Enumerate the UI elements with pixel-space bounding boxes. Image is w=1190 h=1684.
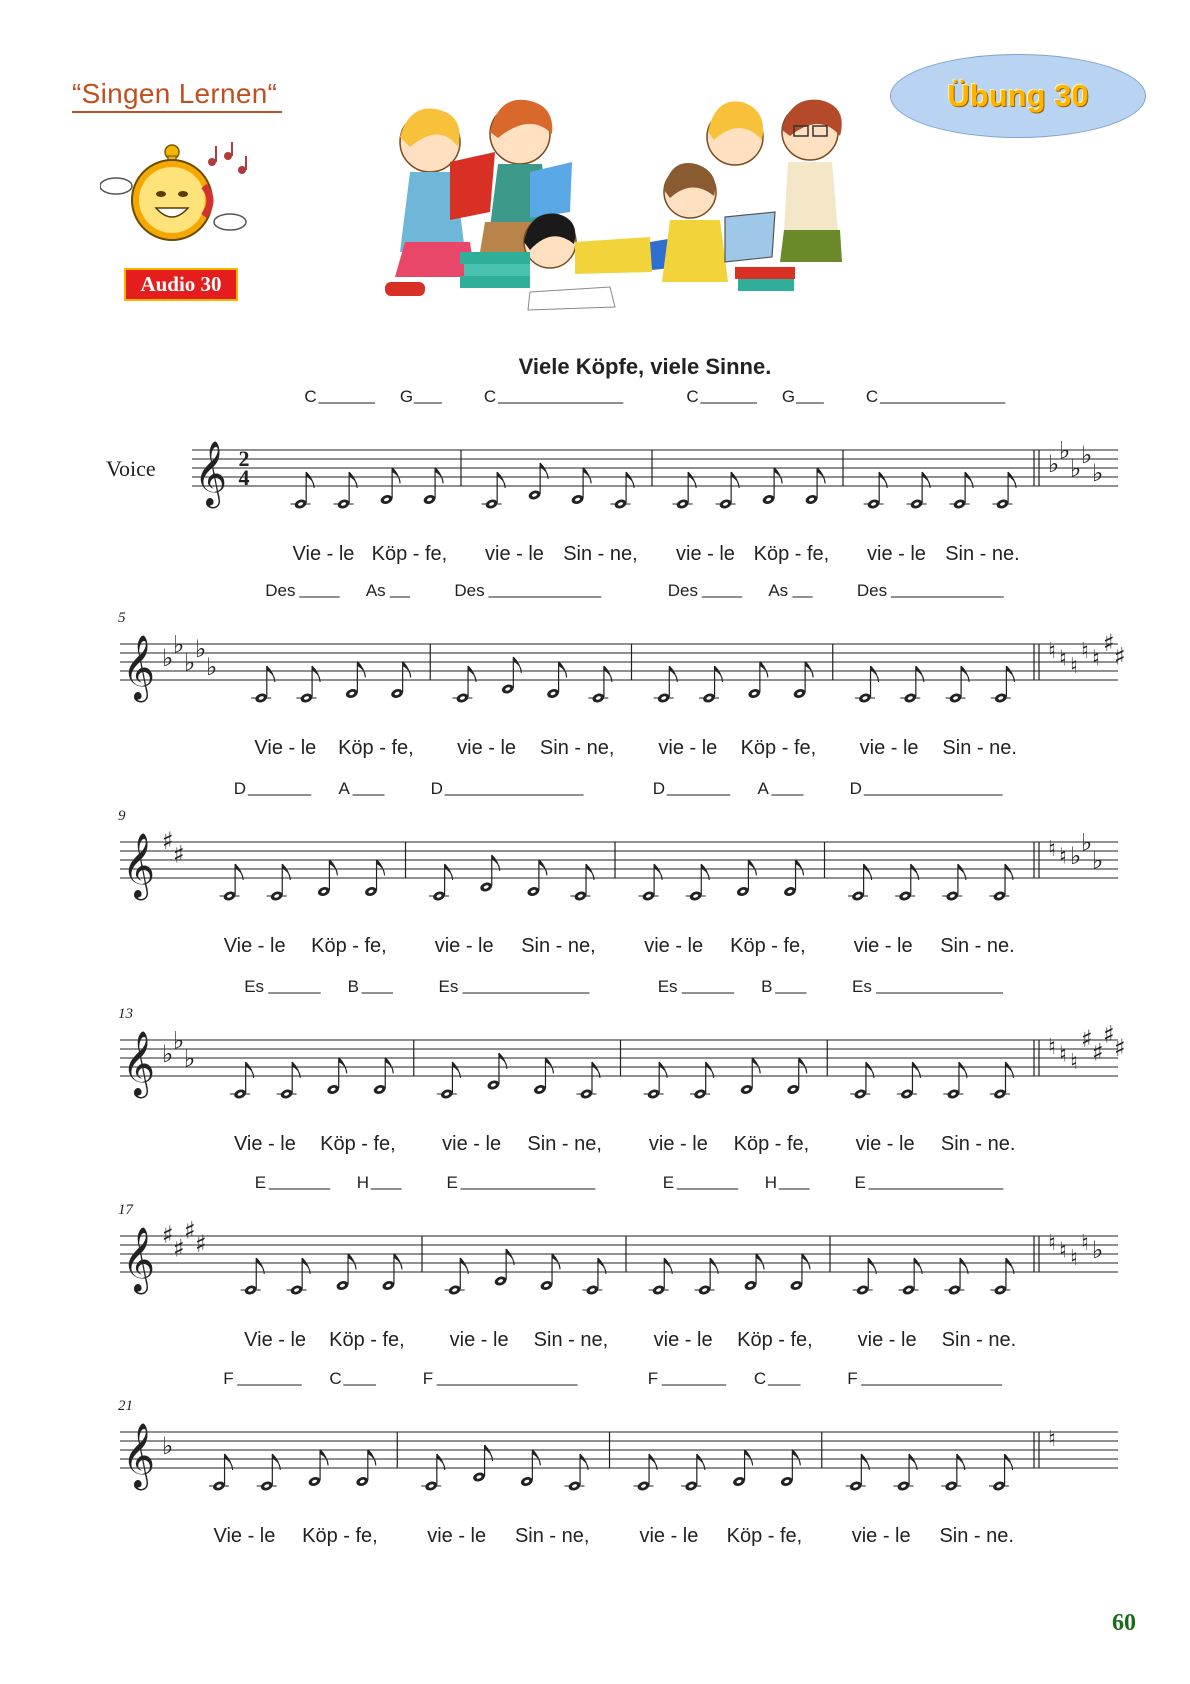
lyric-syllables: vie - le (867, 543, 926, 565)
lyric-syllables: vie - le (648, 1133, 708, 1155)
lyric-syllables: vie - le (644, 935, 704, 957)
note-flag (385, 1058, 393, 1074)
key-signature-accidental: ♭ (162, 644, 174, 672)
lyric-syllables: vie - le (485, 543, 544, 565)
chord-symbol: A (338, 779, 350, 798)
lyric-syllables: vie - le (853, 935, 913, 957)
lyric-syllables: Sin - ne, (563, 543, 638, 565)
lyric-syllables: Köp - fe, (338, 737, 414, 759)
natural-sign: ♮ (1048, 1035, 1056, 1060)
natural-sign: ♮ (1070, 1050, 1078, 1075)
lyric-syllables: Köp - fe, (733, 1133, 810, 1155)
natural-sign: ♮ (1048, 1231, 1056, 1256)
note-flag (792, 1450, 800, 1466)
lyric-syllables: Köp - fe, (320, 1133, 396, 1155)
natural-sign: ♮ (1048, 1427, 1056, 1452)
note-flag (774, 468, 782, 484)
lyric-syllables: Sin - ne. (945, 543, 1020, 565)
note-flag (368, 1450, 376, 1466)
note-flag (802, 1254, 810, 1270)
key-signature-accidental: ♯ (162, 827, 174, 855)
chord-symbol: C (304, 387, 317, 406)
lyric-syllables: Köp - fe, (726, 1525, 803, 1547)
lyric-syllables: Sin - ne. (941, 1329, 1017, 1351)
key-change-accidental: ♯ (1081, 1025, 1093, 1053)
chord-symbol: C (686, 387, 699, 406)
lyric-syllables: Köp - fe, (371, 543, 448, 565)
key-signature-accidental: ♭ (206, 653, 218, 681)
key-signature-accidental: ♭ (184, 648, 196, 677)
exercise-label: Übung 30 (947, 78, 1089, 113)
note-flag (377, 860, 385, 876)
chord-symbol: C (865, 387, 879, 406)
natural-sign: ♮ (1059, 844, 1067, 870)
key-signature-accidental: ♯ (173, 1234, 185, 1263)
chord-symbol: E (254, 1173, 267, 1192)
lyric-syllables: vie - le (851, 1525, 911, 1547)
lyric-syllables: Köp - fe, (737, 1329, 813, 1351)
lyric-syllables: Sin - ne, (527, 1133, 602, 1155)
chord-symbol: Es (657, 977, 678, 996)
treble-clef-icon: 𝄞 (194, 441, 228, 506)
lyric-syllables: vie - le (427, 1525, 487, 1547)
lyric-syllables: Sin - ne, (533, 1329, 609, 1351)
lyric-syllables: Köp - fe, (753, 543, 830, 565)
lyric-syllables: Vie - le (223, 935, 286, 957)
brand-title: “Singen Lernen“ (72, 78, 278, 109)
lyric-syllables: vie - le (442, 1133, 502, 1155)
note-flag (805, 662, 813, 678)
key-signature-accidental: ♭ (173, 630, 185, 659)
note-flag (799, 1058, 807, 1074)
chord-symbol: A (757, 779, 769, 798)
key-change-accidental: ♭ (1059, 436, 1071, 465)
natural-sign: ♮ (1070, 654, 1078, 679)
treble-clef-icon: 𝄞 (122, 1227, 156, 1292)
key-signature-accidental: ♯ (173, 840, 185, 869)
key-signature-accidental: ♭ (162, 1432, 174, 1460)
note-flag (392, 468, 400, 484)
key-signature-accidental: ♯ (162, 1221, 174, 1249)
note-flag (583, 468, 591, 484)
note-flag (539, 860, 547, 876)
lyric-syllables: Vie - le (254, 737, 317, 759)
lyric-syllables: vie - le (653, 1329, 713, 1351)
chord-symbol: B (761, 977, 773, 996)
time-signature-top: 2 (238, 446, 250, 471)
measure-number: 21 (118, 1398, 133, 1414)
chord-symbol: C (753, 1369, 767, 1388)
key-signature-accidental: ♭ (195, 635, 207, 663)
note-flag (357, 662, 365, 678)
note-flag (348, 1254, 356, 1270)
staff-system (118, 1369, 1118, 1547)
note-flag (435, 468, 443, 484)
natural-sign: ♮ (1092, 646, 1100, 672)
chord-symbol: F (647, 1369, 659, 1388)
measure-number: 9 (118, 808, 126, 824)
chord-symbol: Es (852, 977, 872, 996)
lyric-syllables: Sin - ne, (539, 737, 615, 759)
lyric-syllables: Sin - ne, (514, 1525, 590, 1547)
staff-system (118, 779, 1118, 957)
key-change-accidental: ♭ (1092, 846, 1104, 875)
lyric-syllables: Köp - fe, (302, 1525, 378, 1547)
lyric-syllables: Sin - ne. (940, 935, 1015, 957)
treble-clef-icon: 𝄞 (122, 833, 156, 898)
treble-clef-icon: 𝄞 (122, 1031, 156, 1096)
lyric-syllables: Vie - le (292, 543, 355, 565)
chord-symbol: D (233, 779, 246, 798)
time-signature-bottom: 4 (238, 465, 250, 490)
chord-symbol: F (422, 1369, 434, 1388)
lyric-syllables: Köp - fe, (311, 935, 387, 957)
natural-sign: ♮ (1059, 1238, 1067, 1264)
measure-number: 13 (118, 1006, 133, 1022)
note-flag (552, 1254, 560, 1270)
chord-symbol: As (365, 581, 386, 600)
chord-symbol: Es (244, 977, 265, 996)
lyric-syllables: vie - le (859, 737, 919, 759)
key-change-accidental: ♯ (1092, 1038, 1104, 1067)
natural-sign: ♮ (1059, 1042, 1067, 1068)
chord-symbol: F (847, 1369, 858, 1388)
chord-symbol: Des (667, 581, 698, 600)
key-change-accidental: ♭ (1048, 450, 1060, 478)
natural-sign: ♮ (1070, 1246, 1078, 1271)
staff-system (106, 387, 1118, 565)
note-flag (760, 662, 768, 678)
page-number: 60 (1112, 1610, 1136, 1636)
key-change-accidental: ♯ (1114, 642, 1126, 671)
lyric-syllables: Vie - le (233, 1133, 296, 1155)
key-signature-accidental: ♭ (173, 1026, 185, 1055)
lyric-syllables: Vie - le (213, 1525, 276, 1547)
chord-symbol: D (430, 779, 443, 798)
chord-symbol: H (764, 1173, 778, 1192)
key-change-accidental: ♯ (1103, 1020, 1115, 1049)
lyric-syllables: vie - le (639, 1525, 699, 1547)
chord-symbol: C (329, 1369, 342, 1388)
song-title: Viele Köpfe, viele Sinne. (518, 354, 772, 379)
note-flag (320, 1450, 328, 1466)
lyric-syllables: vie - le (676, 543, 735, 565)
note-flag (748, 860, 756, 876)
chord-symbol: E (662, 1173, 675, 1192)
lyric-syllables: vie - le (857, 1329, 917, 1351)
staff-system (118, 1173, 1118, 1351)
staff-system (118, 977, 1126, 1155)
note-flag (339, 1058, 347, 1074)
lyric-syllables: vie - le (457, 737, 517, 759)
lyric-syllables: Köp - fe, (329, 1329, 405, 1351)
lyric-syllables: Köp - fe, (730, 935, 806, 957)
natural-sign: ♮ (1048, 837, 1056, 862)
chord-symbol: H (356, 1173, 370, 1192)
lyric-syllables: Sin - ne. (939, 1525, 1014, 1547)
chord-symbol: E (446, 1173, 458, 1192)
lyric-syllables: Sin - ne. (940, 1133, 1016, 1155)
note-flag (532, 1450, 540, 1466)
key-signature-accidental: ♭ (184, 1044, 196, 1073)
chord-symbol: D (849, 779, 862, 798)
note-flag (752, 1058, 760, 1074)
chord-symbol: F (223, 1369, 234, 1388)
lyric-syllables: vie - le (449, 1329, 509, 1351)
chord-symbol: B (347, 977, 359, 996)
lyric-syllables: vie - le (434, 935, 494, 957)
lyric-syllables: Köp - fe, (740, 737, 817, 759)
measure-number: 17 (118, 1202, 133, 1218)
key-signature-accidental: ♭ (162, 1040, 174, 1068)
note-flag (329, 860, 337, 876)
note-flag (796, 860, 804, 876)
note-flag (545, 1058, 553, 1074)
treble-clef-icon: 𝄞 (122, 1423, 156, 1488)
lyric-syllables: vie - le (658, 737, 718, 759)
key-change-accidental: ♯ (1114, 1034, 1126, 1062)
measure-number: 5 (118, 610, 126, 626)
chord-symbol: Des (454, 581, 485, 600)
natural-sign: ♮ (1081, 639, 1089, 664)
lyric-syllables: Vie - le (244, 1329, 307, 1351)
natural-sign: ♮ (1048, 639, 1056, 664)
lyric-syllables: Sin - ne. (942, 737, 1017, 759)
chord-symbol: G (781, 387, 796, 406)
key-change-accidental: ♭ (1070, 454, 1082, 483)
chord-symbol: E (854, 1173, 866, 1192)
note-flag (745, 1450, 753, 1466)
voice-label: Voice (106, 456, 156, 481)
lyric-syllables: vie - le (855, 1133, 915, 1155)
natural-sign: ♮ (1081, 1231, 1089, 1256)
note-flag (817, 468, 825, 484)
chord-symbol: G (399, 387, 414, 406)
key-change-accidental: ♭ (1070, 842, 1082, 870)
lyric-syllables: Sin - ne, (521, 935, 596, 957)
natural-sign: ♮ (1059, 646, 1067, 672)
staff-system (118, 581, 1126, 759)
chord-symbol: Des (265, 581, 296, 600)
treble-clef-icon: 𝄞 (122, 635, 156, 700)
key-signature-accidental: ♯ (184, 1216, 196, 1245)
chord-symbol: Des (856, 581, 888, 600)
chord-symbol: Es (438, 977, 459, 996)
key-change-accidental: ♯ (1103, 629, 1115, 657)
note-flag (403, 662, 411, 678)
note-flag (559, 662, 567, 678)
chord-symbol: D (652, 779, 665, 798)
note-flag (756, 1254, 764, 1270)
chord-symbol: As (768, 581, 789, 600)
chord-symbol: C (483, 387, 497, 406)
key-signature-accidental: ♯ (195, 1230, 207, 1258)
note-flag (394, 1254, 402, 1270)
key-change-accidental: ♭ (1092, 459, 1104, 487)
key-change-accidental: ♭ (1081, 441, 1093, 469)
key-change-accidental: ♭ (1092, 1236, 1104, 1264)
audio-badge[interactable]: Audio 30 (124, 268, 238, 301)
key-change-accidental: ♭ (1081, 828, 1093, 857)
